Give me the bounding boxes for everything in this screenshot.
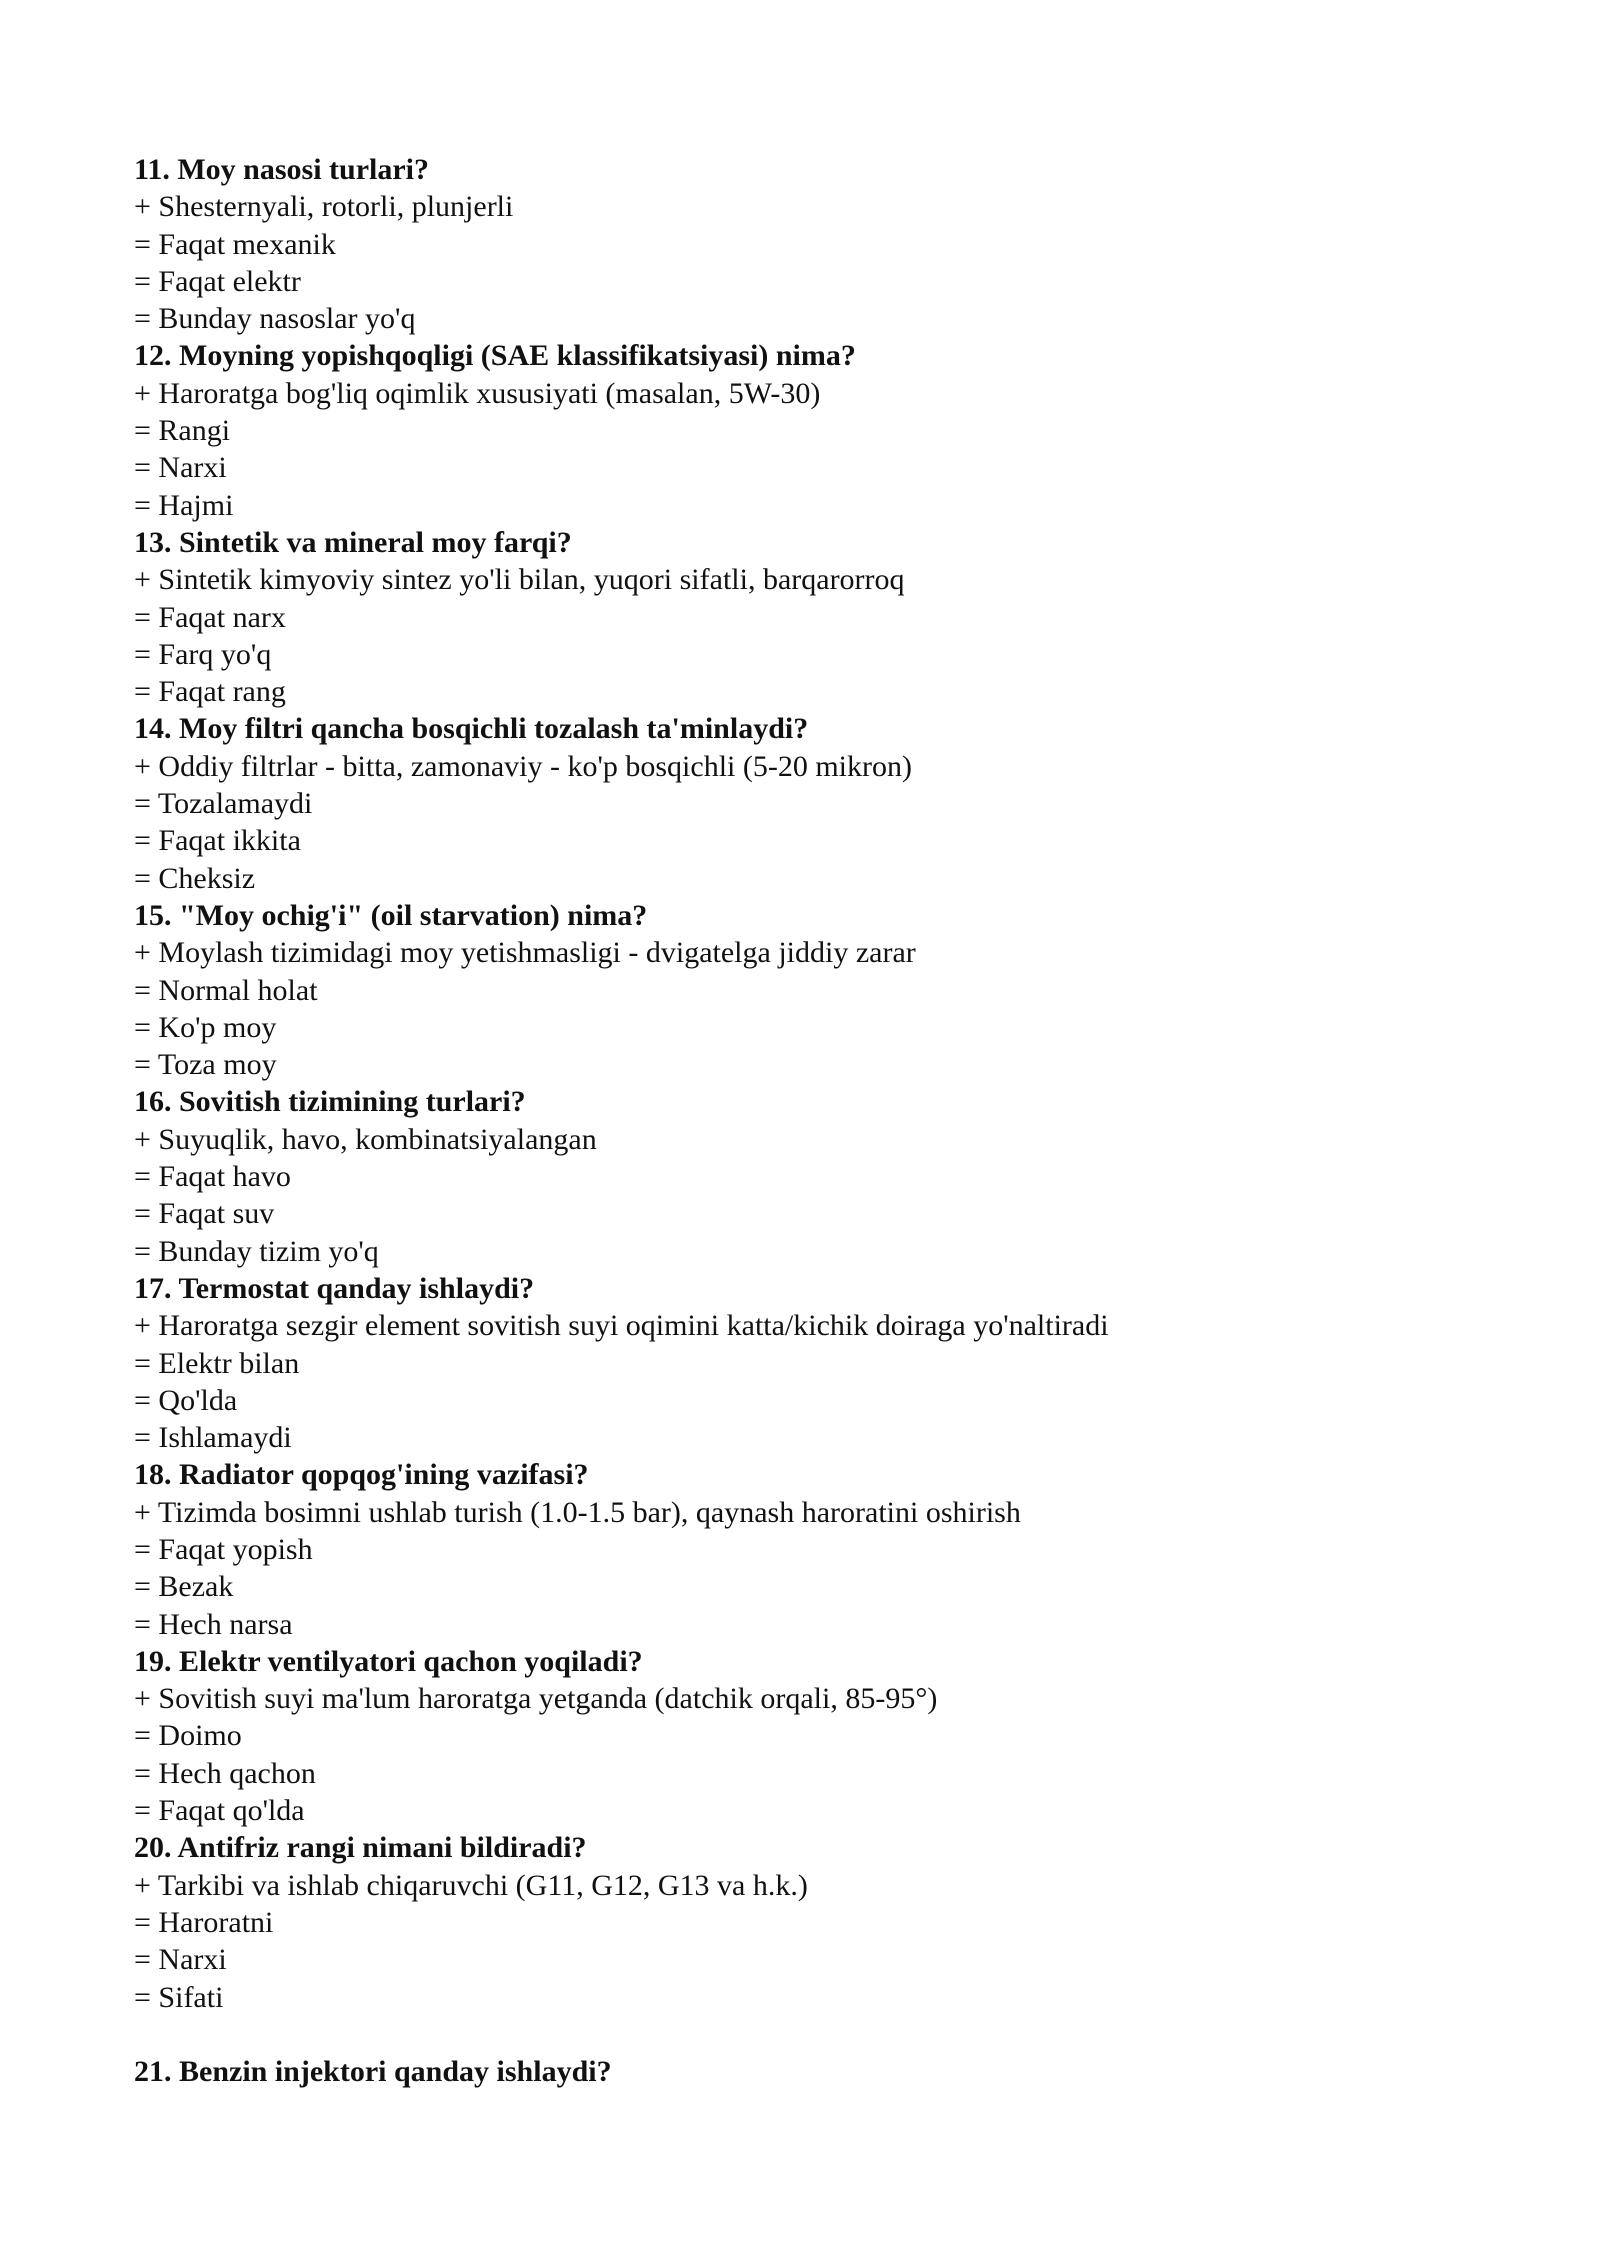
question-title: 15. "Moy ochig'i" (oil starvation) nima?	[134, 898, 648, 932]
answer-correct: + Oddiy filtrlar - bitta, zamonaviy - ko'p bosqichli (5-20 mikron)	[134, 749, 912, 783]
answer-option: = Narxi	[134, 451, 227, 485]
answer-correct: + Suyuqlik, havo, kombinatsiyalangan	[134, 1122, 597, 1156]
question-title: 19. Elektr ventilyatori qachon yoqiladi?	[134, 1644, 643, 1678]
answer-correct: + Tizimda bosimni ushlab turish (1.0-1.5 bar), qaynash haroratini oshirish	[134, 1495, 1021, 1529]
answer-option: = Normal holat	[134, 973, 318, 1007]
question-title: 21. Benzin injektori qanday ishlaydi?	[134, 2055, 612, 2089]
question-title: 12. Moyning yopishqoqligi (SAE klassifikatsiyasi) nima?	[134, 339, 856, 373]
blank-line	[134, 2016, 1514, 2053]
question-title: 11. Moy nasosi turlari?	[134, 153, 430, 186]
answer-option: = Faqat elektr	[134, 264, 301, 298]
answer-option: = Qo'lda	[134, 1383, 238, 1417]
answer-option: = Ko'p moy	[134, 1010, 277, 1044]
question-20	[134, 1829, 1514, 2015]
answer-option: = Cheksiz	[134, 861, 256, 895]
answer-option: = Toza moy	[134, 1048, 277, 1082]
answer-correct: + Shesternyali, rotorli, plunjerli	[134, 190, 514, 224]
answer-option: = Elektr bilan	[134, 1346, 300, 1380]
question-title: 16. Sovitish tizimining turlari?	[134, 1085, 526, 1119]
answer-option: = Narxi	[134, 1943, 227, 1977]
answer-option: = Farq yo'q	[134, 637, 272, 671]
answer-correct: + Haroratga bog'liq oqimlik xususiyati (masalan, 5W-30)	[134, 376, 821, 410]
document-page	[134, 151, 1514, 2090]
question-11	[134, 151, 1514, 337]
answer-option: = Faqat rang	[134, 675, 286, 709]
answer-correct: + Sovitish suyi ma'lum haroratga yetganda (datchik orqali, 85-95°)	[134, 1682, 938, 1716]
answer-option: = Hech qachon	[134, 1756, 316, 1790]
question-title: 20. Antifriz rangi nimani bildiradi?	[134, 1831, 587, 1865]
answer-option: = Doimo	[134, 1719, 242, 1753]
question-13	[134, 524, 1514, 710]
answer-correct: + Haroratga sezgir element sovitish suyi oqimini katta/kichik doiraga yo'naltiradi	[134, 1309, 1109, 1343]
answer-correct: + Tarkibi va ishlab chiqaruvchi (G11, G12, G13 va h.k.)	[134, 1868, 808, 1902]
question-14	[134, 710, 1514, 896]
answer-option: = Faqat mexanik	[134, 227, 336, 261]
answer-option: = Faqat qo'lda	[134, 1794, 305, 1828]
answer-correct: + Sintetik kimyoviy sintez yo'li bilan, yuqori sifatli, barqarorroq	[134, 563, 905, 597]
question-21	[134, 2053, 1514, 2090]
answer-correct: + Moylash tizimidagi moy yetishmasligi - dvigatelga jiddiy zarar	[134, 936, 916, 970]
answer-option: = Bunday nasoslar yo'q	[134, 302, 416, 336]
question-16	[134, 1083, 1514, 1269]
answer-option: = Ishlamaydi	[134, 1421, 292, 1455]
answer-option: = Tozalamaydi	[134, 787, 313, 821]
question-19	[134, 1643, 1514, 1829]
answer-option: = Faqat narx	[134, 600, 286, 634]
answer-option: = Sifati	[134, 1980, 224, 2014]
question-12	[134, 337, 1514, 523]
answer-option: = Hajmi	[134, 488, 234, 522]
answer-option: = Faqat havo	[134, 1160, 291, 1194]
question-title: 13. Sintetik va mineral moy farqi?	[134, 525, 572, 559]
answer-option: = Faqat ikkita	[134, 824, 301, 858]
answer-option: = Rangi	[134, 414, 231, 448]
answer-option: = Hech narsa	[134, 1607, 293, 1641]
question-title: 18. Radiator qopqog'ining vazifasi?	[134, 1458, 589, 1492]
answer-option: = Haroratni	[134, 1905, 274, 1939]
answer-option: = Bezak	[134, 1570, 234, 1604]
answer-option: = Bunday tizim yo'q	[134, 1234, 379, 1268]
question-17	[134, 1270, 1514, 1456]
question-15	[134, 897, 1514, 1083]
question-18	[134, 1456, 1514, 1642]
answer-option: = Faqat suv	[134, 1197, 275, 1231]
question-title: 14. Moy filtri qancha bosqichli tozalash ta'minlaydi?	[134, 712, 809, 746]
question-title: 17. Termostat qanday ishlaydi?	[134, 1271, 535, 1305]
answer-option: = Faqat yopish	[134, 1532, 313, 1566]
